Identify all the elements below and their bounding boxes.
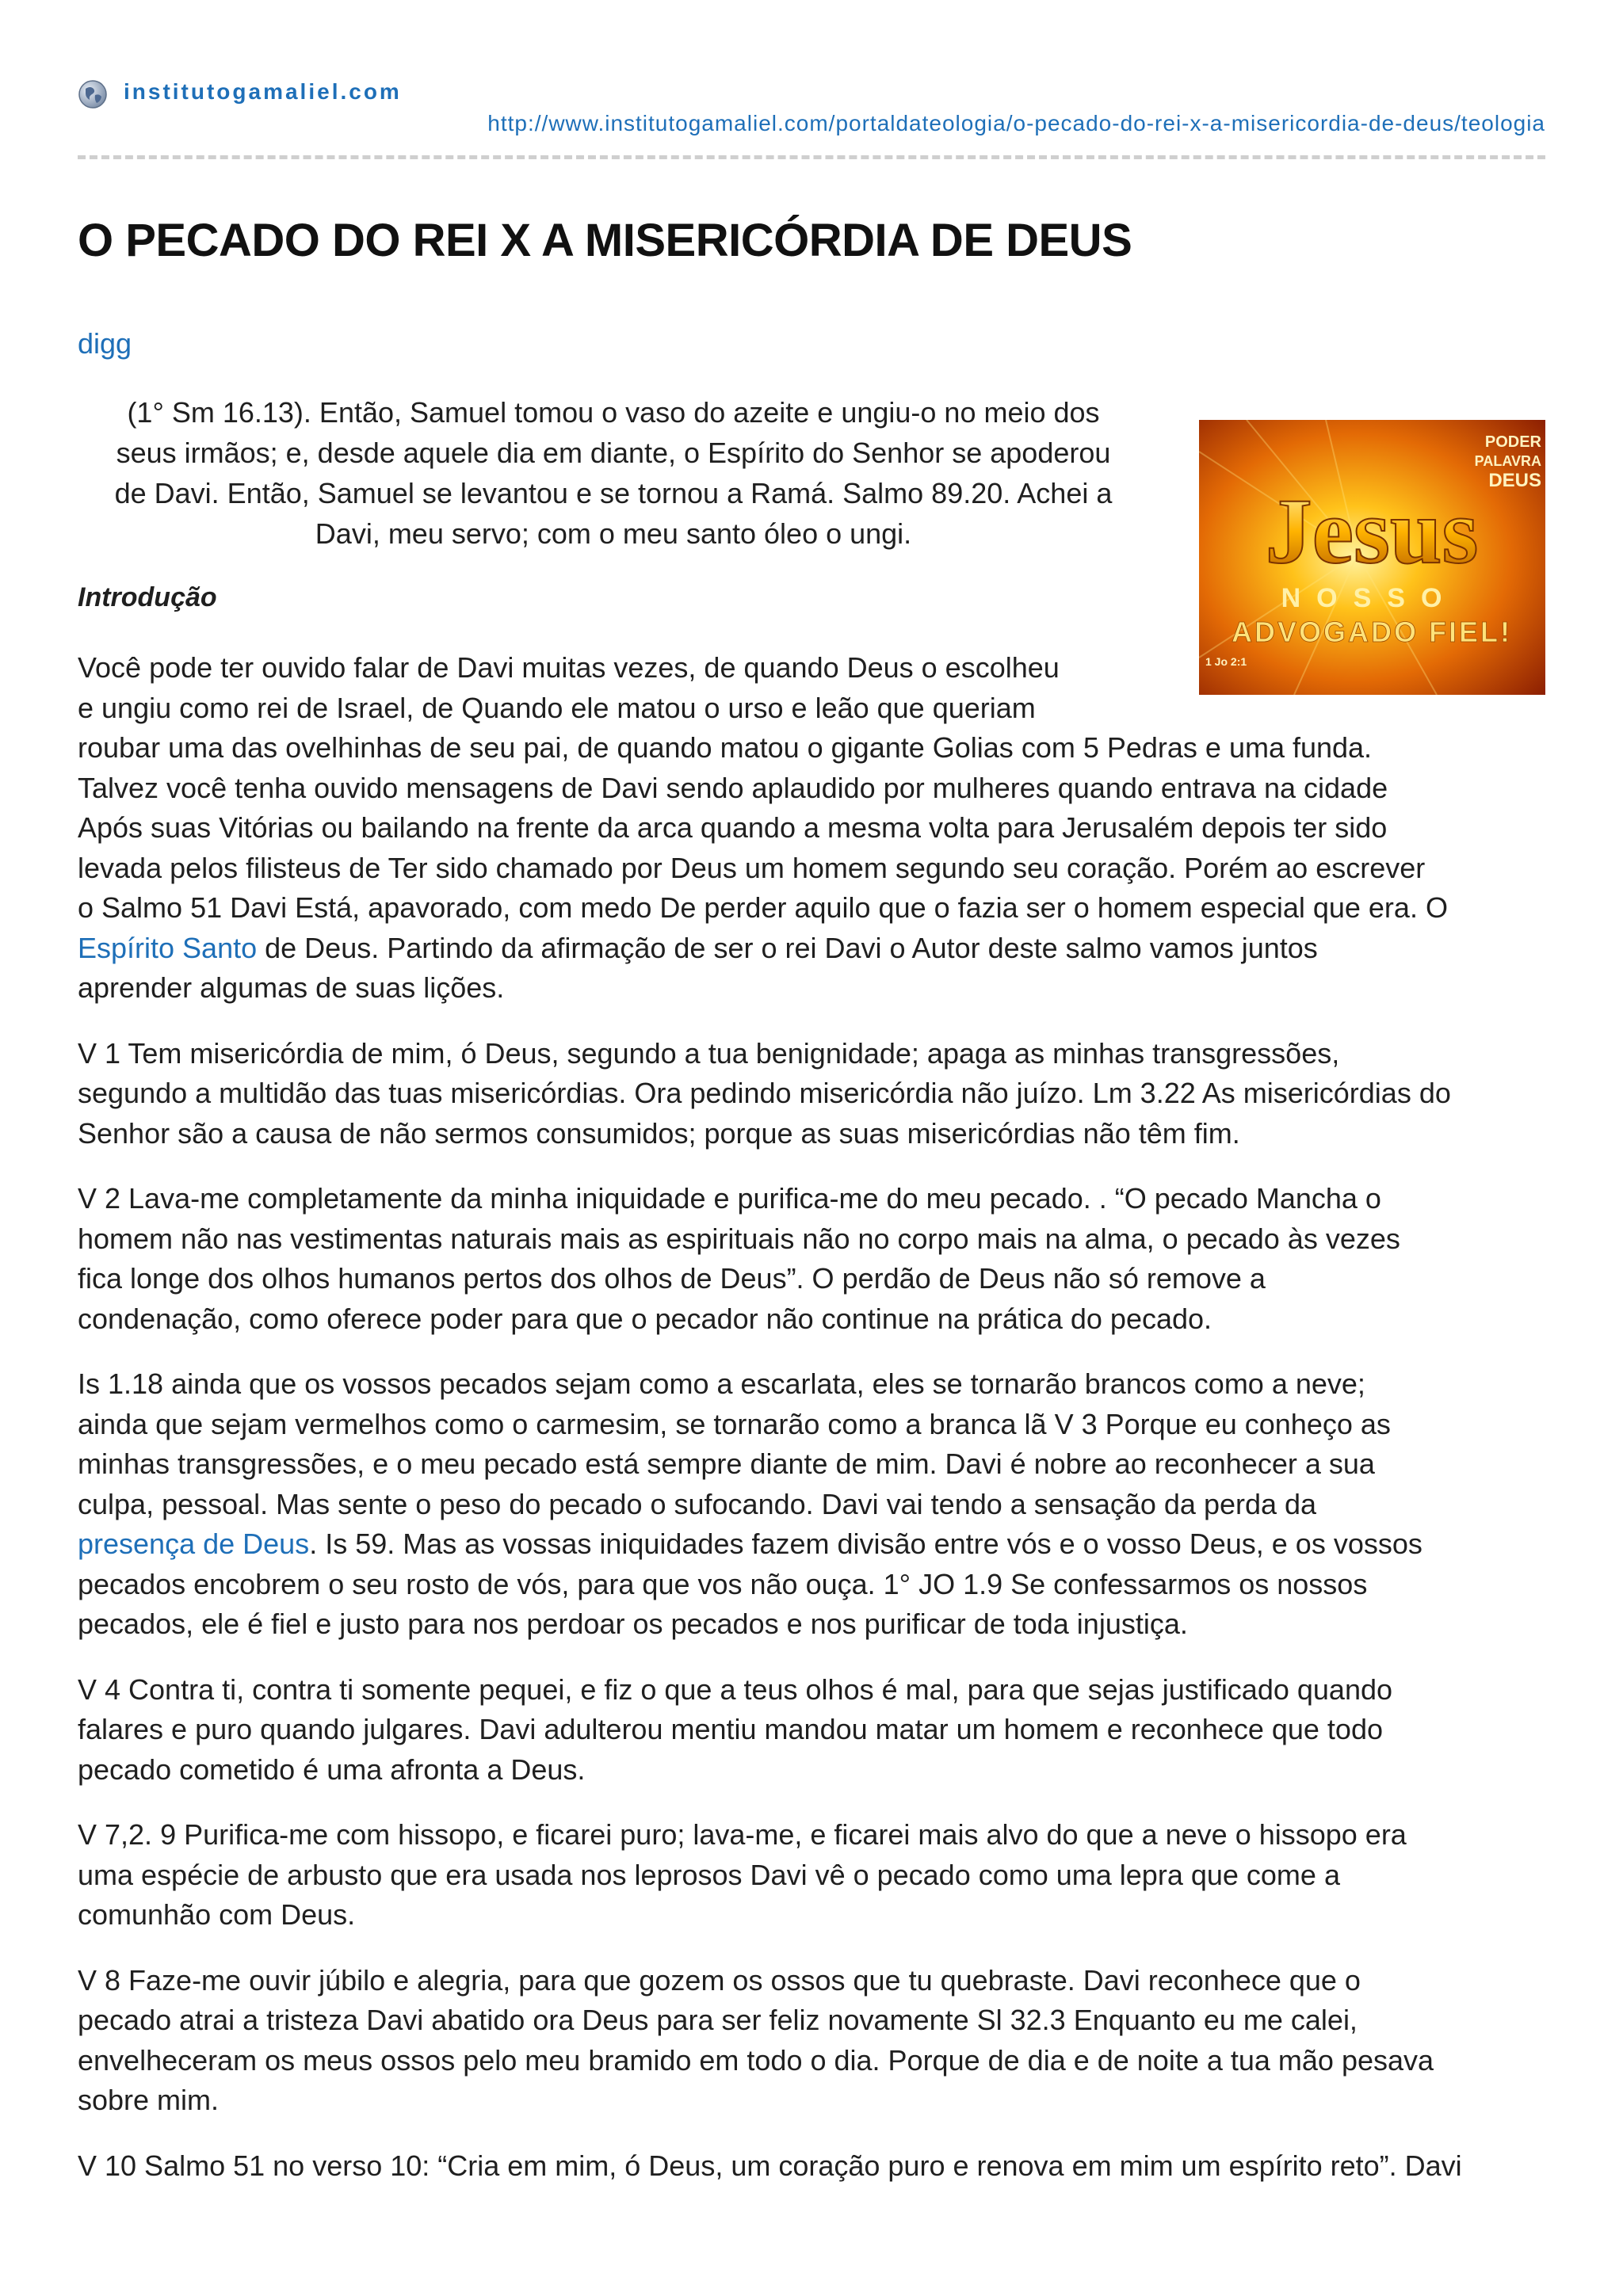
paragraph-1 bbox=[78, 648, 1545, 1009]
image-text-sub: NOSSO bbox=[1281, 583, 1458, 613]
text-line: comunhão com Deus. bbox=[78, 1898, 356, 1931]
espirito-santo-link[interactable]: Espírito Santo bbox=[78, 931, 258, 964]
text-line: e ungiu como rei de Israel, de Quando ele matou o urso e leão que queriam bbox=[78, 691, 1036, 724]
verse-line: seus irmãos; e, desde aquele dia em diante, o Espírito do Senhor se apoderou bbox=[116, 437, 1111, 469]
verse-line: de Davi. Então, Samuel se levantou e se tornou a Ramá. Salmo 89.20. Achei a bbox=[114, 477, 1113, 509]
text-line: V 1 Tem misericórdia de mim, ó Deus, segundo a tua benignidade; apaga as minhas transgressões, bbox=[78, 1036, 1340, 1070]
paragraph-5 bbox=[78, 1670, 1545, 1791]
text-line: pecado atrai a tristeza Davi abatido ora Deus para ser feliz novamente Sl 32.3 Enquanto eu me calei, bbox=[78, 2004, 1358, 2036]
verse-line: Davi, meu servo; com o meu santo óleo o ungi. bbox=[315, 517, 912, 550]
text-line: condenação, como oferece poder para que o pecador não continue na prática do pecado. bbox=[78, 1302, 1212, 1335]
article-body bbox=[78, 648, 1545, 2211]
image-corner-2: PALAVRA bbox=[1474, 453, 1541, 469]
text-line: V 4 Contra ti, contra ti somente pequei, e fiz o que a teus olhos é mal, para que sejas justificado quando bbox=[78, 1672, 1393, 1706]
text-line: Senhor são a causa de não sermos consumidos; porque as suas misericórdias não têm fim. bbox=[78, 1116, 1240, 1150]
header-divider bbox=[78, 155, 1545, 159]
paragraph-8 bbox=[78, 2146, 1545, 2187]
intro-heading: Introdução bbox=[78, 582, 217, 612]
text-line: pecados encobrem o seu rosto de vós, para que vos não ouça. 1° JO 1.9 Se confessarmos os nossos bbox=[78, 1567, 1368, 1600]
paragraph-4 bbox=[78, 1364, 1545, 1645]
text-line: Você pode ter ouvido falar de Davi muitas vezes, de quando Deus o escolheu bbox=[78, 651, 1060, 684]
image-corner-1: PODER bbox=[1484, 433, 1541, 451]
text-line: minhas transgressões, e o meu pecado está sempre diante de mim. Davi é nobre ao reconhecer a sua bbox=[78, 1447, 1375, 1480]
verse-line: (1° Sm 16.13). Então, Samuel tomou o vaso do azeite e ungiu-o no meio dos bbox=[127, 396, 1100, 429]
image-text-ref: 1 Jo 2:1 bbox=[1205, 655, 1247, 668]
text-line: fica longe dos olhos humanos pertos dos olhos de Deus”. O perdão de Deus não só remove a bbox=[78, 1262, 1266, 1295]
text-line bbox=[78, 929, 1545, 969]
text-line: culpa, pessoal. Mas sente o peso do pecado o sufocando. Davi vai tendo a sensação da perda da bbox=[78, 1487, 1317, 1520]
text-line: segundo a multidão das tuas misericórdias. Ora pedindo misericórdia não juízo. Lm 3.22 As misericórdias do bbox=[78, 1077, 1451, 1109]
text-line: pecados, ele é fiel e justo para nos perdoar os pecados e nos purificar de toda injustiça. bbox=[78, 1608, 1188, 1640]
text-line: Após suas Vitórias ou bailando na frente da arca quando a mesma volta para Jerusalém depois ter sido bbox=[78, 811, 1388, 844]
text-segment: . Is 59. Mas as vossas iniquidades fazem divisão entre vós e o vosso Deus, e os vossos bbox=[309, 1527, 1423, 1560]
text-line: levada pelos filisteus de Ter sido chamado por Deus um homem segundo seu coração. Porém ao escrever bbox=[78, 851, 1426, 884]
text-line: V 7,2. 9 Purifica-me com hissopo, e ficarei puro; lava-me, e ficarei mais alvo do que a neve o hissopo era bbox=[78, 1818, 1407, 1851]
image-text-sub2: ADVOGADO FIEL! bbox=[1232, 616, 1512, 648]
text-line: falares e puro quando julgares. Davi adulterou mentiu mandou matar um homem e reconhece que todo bbox=[78, 1713, 1383, 1745]
text-line: V 10 Salmo 51 no verso 10: “Cria em mim, ó Deus, um coração puro e renova em mim um espírito reto”. Davi bbox=[78, 2149, 1462, 2182]
text-line: Is 1.18 ainda que os vossos pecados sejam como a escarlata, eles se tornarão brancos como a neve; bbox=[78, 1367, 1365, 1400]
site-name-link[interactable]: institutogamaliel.com bbox=[124, 79, 402, 104]
text-line: sobre mim. bbox=[78, 2084, 220, 2116]
article-title: O PECADO DO REI X A MISERICÓRDIA DE DEUS bbox=[78, 215, 1132, 266]
text-line: envelheceram os meus ossos pelo meu bramido em todo o dia. Porque de dia e de noite a tua mão pesava bbox=[78, 2043, 1434, 2077]
site-header bbox=[78, 76, 1545, 163]
text-line bbox=[78, 1524, 1545, 1565]
paragraph-2 bbox=[78, 1034, 1545, 1154]
text-line: roubar uma das ovelhinhas de seu pai, de quando matou o gigante Golias com 5 Pedras e uma funda. bbox=[78, 731, 1373, 764]
text-line: aprender algumas de suas lições. bbox=[78, 971, 505, 1004]
text-line: homem não nas vestimentas naturais mais as espirituais não no corpo mais na alma, o pecado às vezes bbox=[78, 1222, 1400, 1255]
article-url-link[interactable]: http://www.institutogamaliel.com/portaldateologia/o-pecado-do-rei-x-a-misericordia-de-deus/teologia bbox=[487, 111, 1545, 135]
image-text-main: Jesus bbox=[1265, 479, 1479, 583]
paragraph-3 bbox=[78, 1179, 1545, 1339]
presenca-de-deus-link[interactable]: presença de Deus bbox=[78, 1527, 310, 1560]
image-corner-3: DEUS bbox=[1488, 470, 1541, 491]
text-line: V 8 Faze-me ouvir júbilo e alegria, para que gozem os ossos que tu quebraste. Davi reconhece que o bbox=[78, 1963, 1361, 1997]
text-line: uma espécie de arbusto que era usada nos leprosos Davi vê o pecado como uma lepra que come a bbox=[78, 1858, 1340, 1891]
paragraph-6 bbox=[78, 1815, 1545, 1936]
paragraph-7 bbox=[78, 1961, 1545, 2121]
text-line: pecado cometido é uma afronta a Deus. bbox=[78, 1753, 586, 1786]
text-line: V 2 Lava-me completamente da minha iniquidade e purifica-me do meu pecado. . “O pecado Mancha o bbox=[78, 1182, 1381, 1215]
digg-link[interactable]: digg bbox=[78, 327, 132, 360]
text-segment: de Deus. Partindo da afirmação de ser o rei Davi o Autor deste salmo vamos juntos bbox=[257, 931, 1318, 964]
text-line: o Salmo 51 Davi Está, apavorado, com medo De perder aquilo que o fazia ser o homem especial que era. O bbox=[78, 891, 1448, 924]
globe-icon bbox=[78, 79, 108, 109]
text-line: ainda que sejam vermelhos como o carmesim, se tornarão como a branca lã V 3 Porque eu conheço as bbox=[78, 1407, 1391, 1440]
verse-quote bbox=[78, 392, 1149, 554]
text-line: Talvez você tenha ouvido mensagens de Davi sendo aplaudido por mulheres quando entrava na cidade bbox=[78, 771, 1388, 804]
